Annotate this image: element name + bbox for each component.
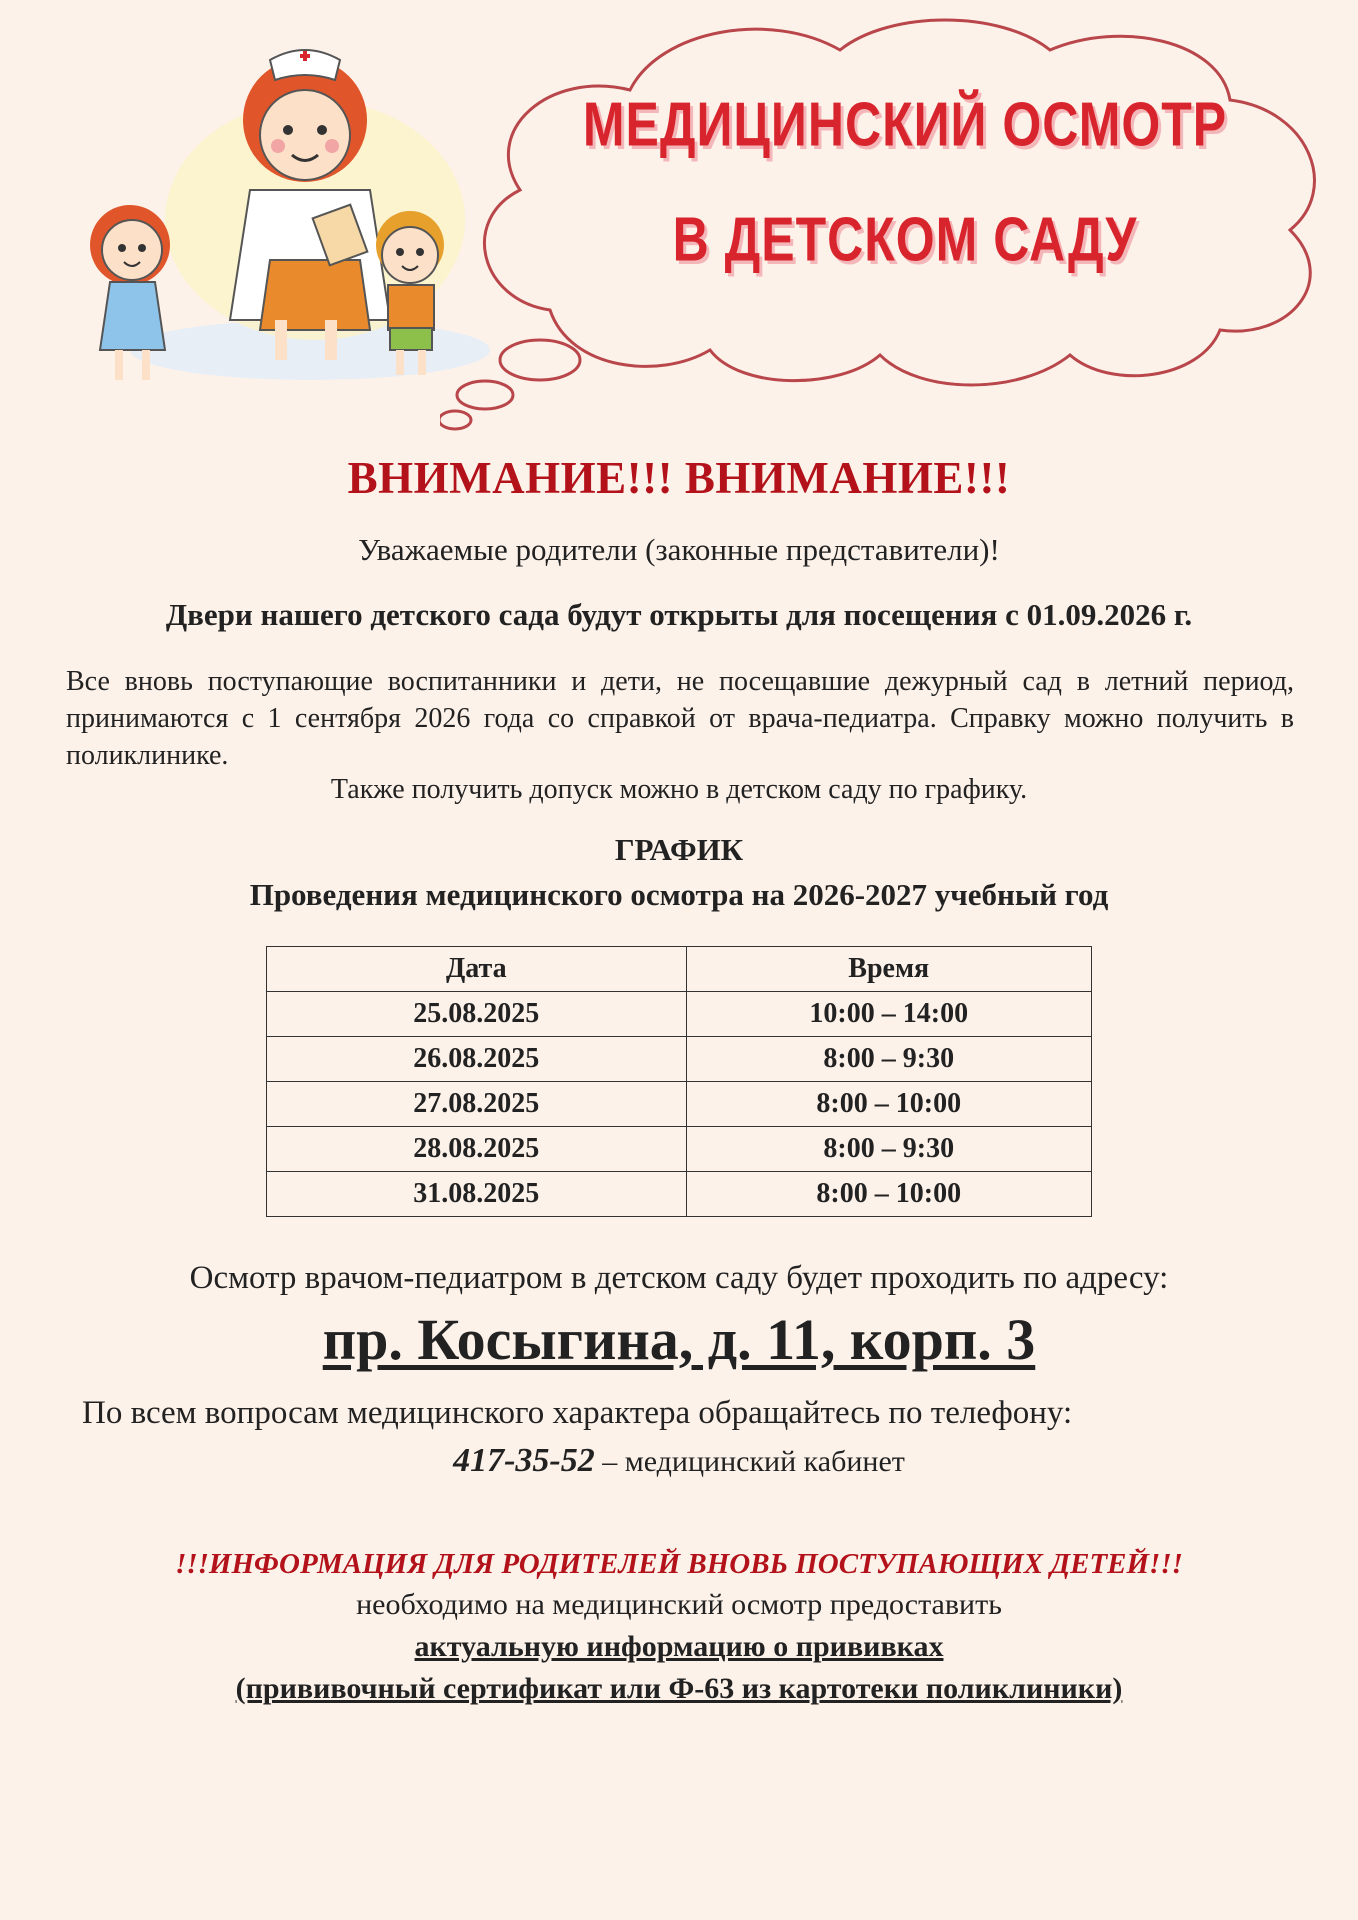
time-cell: 8:00 – 9:30 <box>686 1127 1091 1172</box>
poster-title-line1: МЕДИЦИНСКИЙ ОСМОТР <box>582 89 1228 159</box>
info-heading: !!!ИНФОРМАЦИЯ ДЛЯ РОДИТЕЛЕЙ ВНОВЬ ПОСТУПАЮЩИХ ДЕТЕЙ!!! <box>175 1548 1183 1580</box>
schedule-subtitle: Проведения медицинского осмотра на 2026-2027 учебный год <box>249 877 1109 912</box>
nurse-figure <box>230 50 390 360</box>
time-cell: 8:00 – 9:30 <box>686 1037 1091 1082</box>
time-cell: 10:00 – 14:00 <box>686 992 1091 1037</box>
phone-number: 417-35-52 <box>453 1442 595 1479</box>
address-intro: Осмотр врачом-педиатром в детском саду будет проходить по адресу: <box>189 1260 1169 1296</box>
info-vaccination: актуальную информацию о прививках <box>414 1630 944 1663</box>
table-header-row <box>267 947 1092 992</box>
nurse-children-illustration <box>70 20 490 410</box>
contact-intro: По всем вопросам медицинского характера обращайтесь по телефону: <box>82 1395 1073 1431</box>
doors-open-notice: Двери нашего детского сада будут открыты для посещения с 01.09.2026 г. <box>165 597 1193 632</box>
attention-heading: ВНИМАНИЕ!!! ВНИМАНИЕ!!! <box>347 453 1011 503</box>
date-cell: 25.08.2025 <box>267 992 687 1037</box>
column-header-time: Время <box>686 947 1091 992</box>
info-certificate: (прививочный сертификат или Ф-63 из картотеки поликлиники) <box>235 1672 1123 1705</box>
schedule-table <box>266 946 1092 1217</box>
schedule-title: ГРАФИК <box>614 832 744 867</box>
greeting: Уважаемые родители (законные представители)! <box>358 532 1000 567</box>
info-need: необходимо на медицинский осмотр предоставить <box>356 1588 1002 1621</box>
table-row <box>267 1127 1092 1172</box>
also-note: Также получить допуск можно в детском саду по графику. <box>330 774 1028 805</box>
table-row <box>267 992 1092 1037</box>
table-row <box>267 1172 1092 1217</box>
time-cell: 8:00 – 10:00 <box>686 1172 1091 1217</box>
phone-line <box>0 1442 1358 1480</box>
time-cell: 8:00 – 10:00 <box>686 1082 1091 1127</box>
date-cell: 28.08.2025 <box>267 1127 687 1172</box>
column-header-date: Дата <box>267 947 687 992</box>
date-cell: 31.08.2025 <box>267 1172 687 1217</box>
address-value: пр. Косыгина, д. 11, корп. 3 <box>322 1307 1036 1372</box>
table-row <box>267 1082 1092 1127</box>
poster-title-line2: В ДЕТСКОМ САДУ <box>672 204 1138 274</box>
admission-paragraph: Все вновь поступающие воспитанники и дети, не посещавшие дежурный сад в летний период, принимаются с 1 сентября 2026 года со справкой от врача-педиатра. Справку можно получить в поликлинике. <box>66 666 1294 771</box>
date-cell: 26.08.2025 <box>267 1037 687 1082</box>
date-cell: 27.08.2025 <box>267 1082 687 1127</box>
table-row <box>267 1037 1092 1082</box>
phone-label: – медицинский кабинет <box>602 1445 905 1478</box>
